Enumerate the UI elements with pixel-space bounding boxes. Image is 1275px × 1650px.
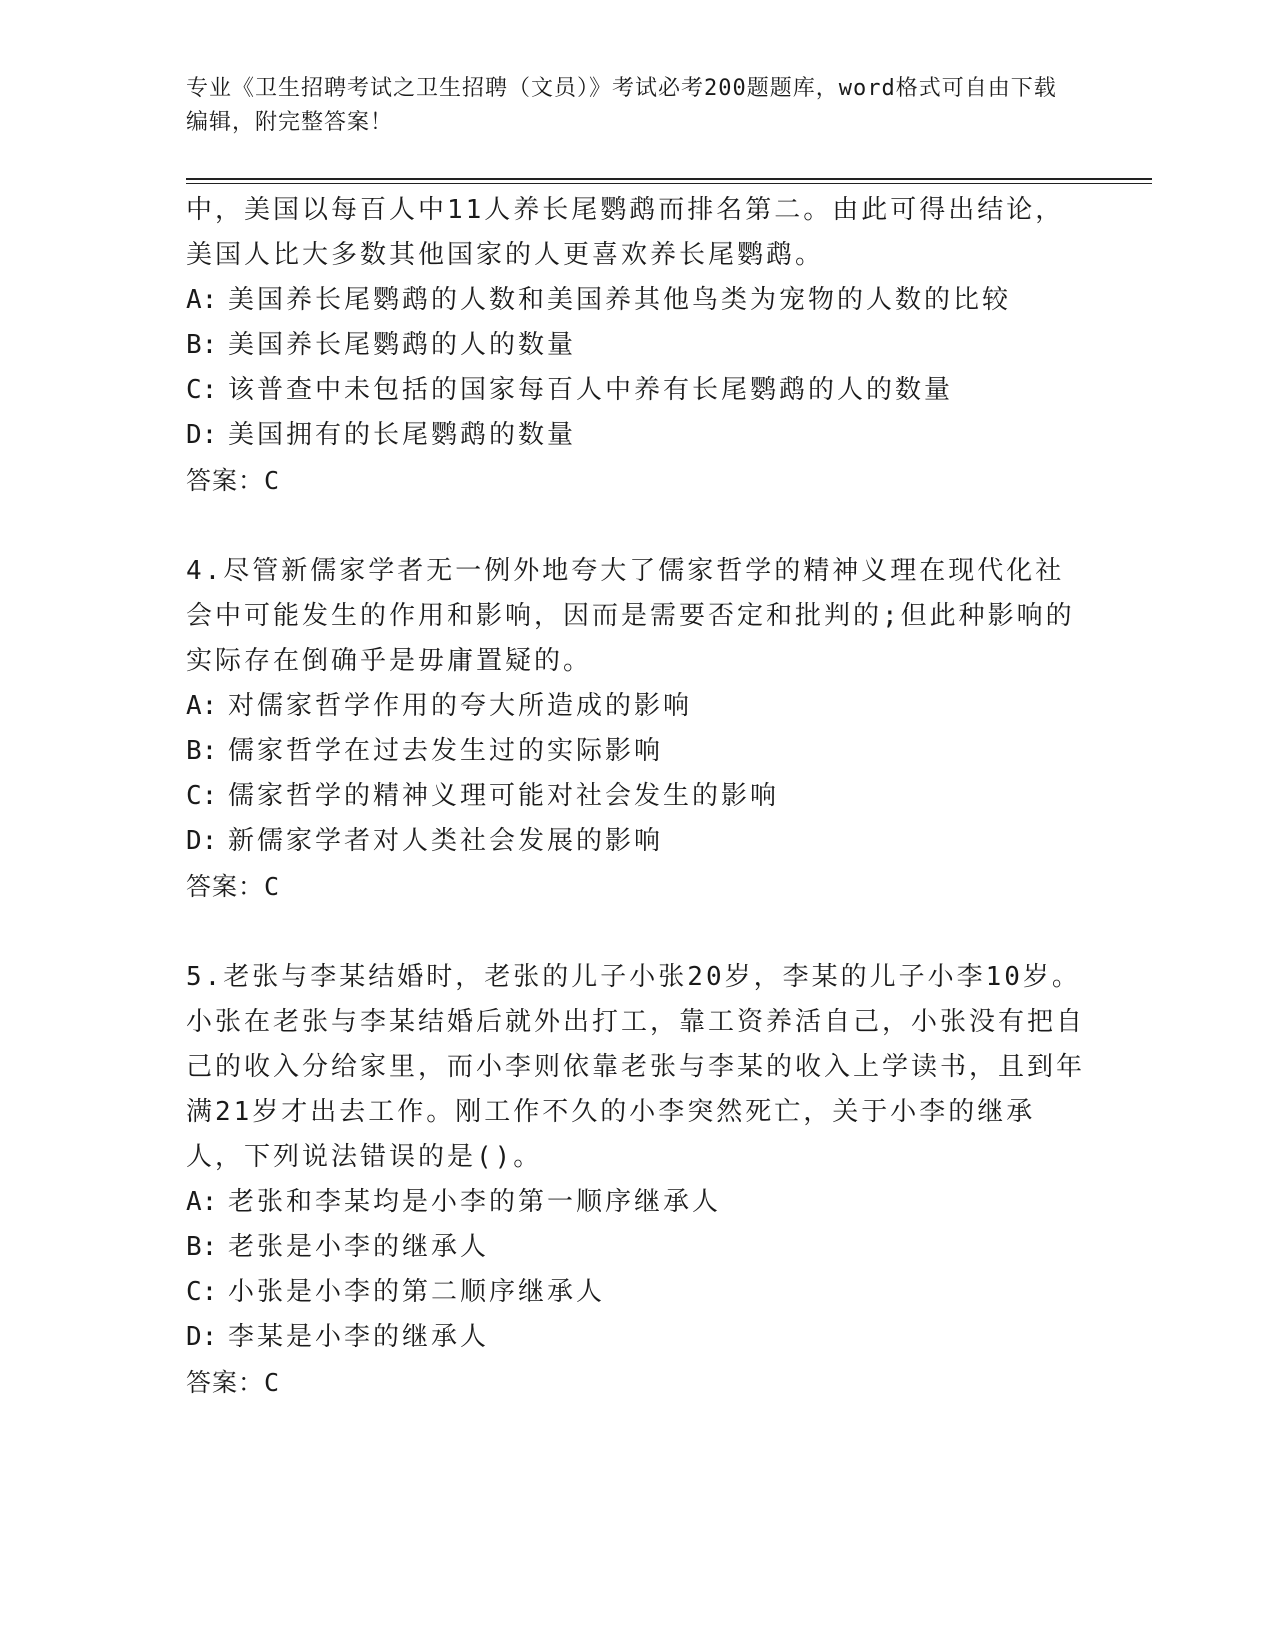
answer-line: 答案：C (186, 466, 281, 495)
option-text: 该普查中未包括的国家每百人中养有长尾鹦鹉的人的数量 (228, 375, 954, 405)
question-item (186, 955, 1086, 1405)
option-text: 美国养长尾鹦鹉的人的数量 (228, 330, 577, 360)
question-stem: 5.老张与李某结婚时，老张的儿子小张20岁，李某的儿子小李10岁。小张在老张与李某结婚后就外出打工，靠工资养活自己，小张没有把自己的收入分给家里，而小李则依靠老张与李某的收入上学读书，且到年满21岁才出去工作。刚工作不久的小李突然死亡，关于小李的继承人，下列说法错误的是()。 (186, 962, 1086, 1172)
answer-line: 答案：C (186, 872, 281, 901)
option-c (186, 1270, 1086, 1315)
option-letter: D: (186, 1322, 218, 1352)
question-spacer (186, 503, 1086, 549)
question-stem: 4.尽管新儒家学者无一例外地夸大了儒家哲学的精神义理在现代化社会中可能发生的作用和影响，因而是需要否定和批判的;但此种影响的实际存在倒确乎是毋庸置疑的。 (186, 556, 1075, 676)
document-header: 专业《卫生招聘考试之卫生招聘（文员）》考试必考200题题库，word格式可自由下载编辑，附完整答案！ (186, 76, 1057, 135)
option-text: 对儒家哲学作用的夸大所造成的影响 (228, 691, 693, 721)
option-text: 老张是小李的继承人 (228, 1232, 490, 1262)
option-text: 儒家哲学在过去发生过的实际影响 (228, 736, 664, 766)
option-b (186, 323, 1086, 368)
option-text: 美国拥有的长尾鹦鹉的数量 (228, 420, 577, 450)
answer-line: 答案：C (186, 1368, 281, 1397)
option-letter: A: (186, 1187, 218, 1217)
option-letter: B: (186, 330, 218, 360)
option-text: 李某是小李的继承人 (228, 1322, 490, 1352)
option-letter: B: (186, 736, 218, 766)
option-d (186, 413, 1086, 458)
option-letter: C: (186, 375, 218, 405)
option-text: 老张和李某均是小李的第一顺序继承人 (228, 1187, 722, 1217)
question-list (186, 188, 1086, 1405)
question-item (186, 549, 1086, 909)
option-text: 小张是小李的第二顺序继承人 (228, 1277, 606, 1307)
header-rule-thin (186, 183, 1152, 184)
option-text: 新儒家学者对人类社会发展的影响 (228, 826, 664, 856)
option-c (186, 368, 1086, 413)
option-letter: B: (186, 1232, 218, 1262)
option-letter: C: (186, 781, 218, 811)
option-letter: D: (186, 826, 218, 856)
option-a (186, 278, 1086, 323)
option-letter: D: (186, 420, 218, 450)
option-letter: A: (186, 285, 218, 315)
option-a (186, 684, 1086, 729)
option-text: 儒家哲学的精神义理可能对社会发生的影响 (228, 781, 780, 811)
option-text: 美国养长尾鹦鹉的人数和美国养其他鸟类为宠物的人数的比较 (228, 285, 1012, 315)
option-c (186, 774, 1086, 819)
option-b (186, 1225, 1086, 1270)
option-letter: A: (186, 691, 218, 721)
header-rule-thick (186, 178, 1152, 180)
question-spacer (186, 909, 1086, 955)
option-d (186, 1315, 1086, 1360)
option-a (186, 1180, 1086, 1225)
option-d (186, 819, 1086, 864)
question-item (186, 188, 1086, 503)
option-b (186, 729, 1086, 774)
option-letter: C: (186, 1277, 218, 1307)
question-stem: 中，美国以每百人中11人养长尾鹦鹉而排名第二。由此可得出结论，美国人比大多数其他国家的人更喜欢养长尾鹦鹉。 (186, 195, 1065, 270)
